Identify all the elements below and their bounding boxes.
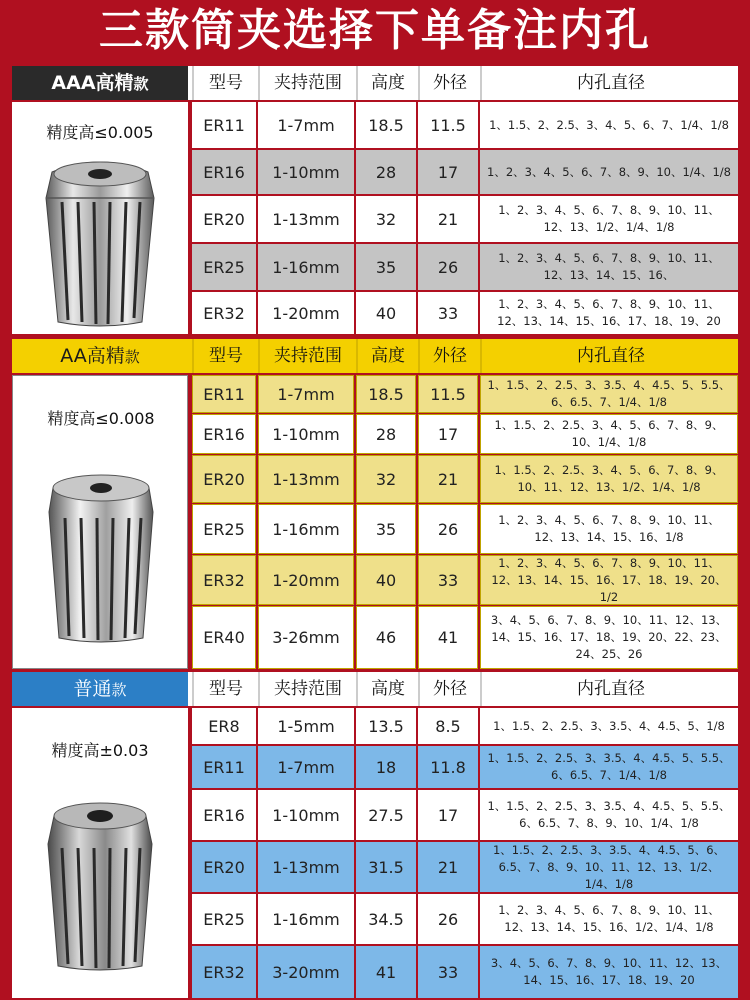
cell-holes: 1、1.5、2、2.5、3、3.5、4、4.5、5、5.5、6、6.5、7、1/4、1/8 [480, 746, 738, 788]
col-model: 型号 [192, 672, 258, 706]
table-header [12, 339, 738, 373]
cell-holes: 1、1.5、2、2.5、3、4、5、6、7、8、9、10、1/4、1/8 [480, 414, 738, 454]
cell-height: 41 [356, 946, 416, 998]
table-row [192, 150, 738, 194]
table-row [192, 102, 738, 148]
cell-holes: 1、1.5、2、2.5、3、4、5、6、7、1/4、1/8 [480, 102, 738, 148]
cell-od: 21 [418, 842, 478, 892]
table-row [192, 746, 738, 788]
cell-holes: 3、4、5、6、7、8、9、10、11、12、13、14、15、16、17、18、19、20 [480, 946, 738, 998]
cell-holes: 1、1.5、2、2.5、3、3.5、4、4.5、5、1/8 [480, 708, 738, 744]
table-row [192, 606, 738, 669]
cell-od: 26 [418, 504, 478, 554]
cell-holes: 1、2、3、4、5、6、7、8、9、10、11、12、13、14、15、16、1/8 [480, 504, 738, 554]
cell-range: 3-20mm [258, 946, 354, 998]
cell-holes: 1、1.5、2、2.5、3、3.5、4、4.5、5、5.5、6、6.5、7、8、9、10、1/4、1/8 [480, 790, 738, 840]
cell-range: 1-10mm [258, 414, 354, 454]
cell-od: 33 [418, 555, 478, 605]
col-model: 型号 [192, 66, 258, 100]
cell-model: ER20 [192, 455, 256, 503]
cell-holes: 1、2、3、4、5、6、7、8、9、10、11、12、13、14、15、16、1/2、1/4、1/8 [480, 894, 738, 944]
table-row [192, 292, 738, 334]
cell-height: 18 [356, 746, 416, 788]
product-panel [12, 375, 188, 669]
cell-height: 35 [356, 244, 416, 290]
cell-od: 11.8 [418, 746, 478, 788]
product-panel [12, 708, 188, 998]
cell-range: 1-20mm [258, 292, 354, 334]
cell-height: 32 [356, 196, 416, 242]
cell-model: ER32 [192, 946, 256, 998]
cell-range: 1-13mm [258, 455, 354, 503]
table-row [192, 196, 738, 242]
cell-height: 18.5 [356, 375, 416, 413]
col-od: 外径 [418, 672, 480, 706]
table-row [192, 414, 738, 454]
col-model: 型号 [192, 339, 258, 373]
cell-holes: 1、1.5、2、2.5、3、3.5、4、4.5、5、6、6.5、7、8、9、10、11、12、13、1/2、1/4、1/8 [480, 842, 738, 892]
cell-height: 31.5 [356, 842, 416, 892]
section-aaa [12, 66, 738, 334]
cell-height: 18.5 [356, 102, 416, 148]
cell-od: 21 [418, 455, 478, 503]
col-height: 高度 [356, 339, 418, 373]
cell-height: 27.5 [356, 790, 416, 840]
table-row [192, 375, 738, 413]
cell-range: 3-26mm [258, 606, 354, 669]
section-aa [12, 339, 738, 669]
cell-od: 8.5 [418, 708, 478, 744]
cell-od: 11.5 [418, 375, 478, 413]
cell-od: 26 [418, 244, 478, 290]
cell-range: 1-16mm [258, 244, 354, 290]
cell-holes: 1、2、3、4、5、6、7、8、9、10、11、12、13、14、15、16、17、18、19、20 [480, 292, 738, 334]
cell-holes: 3、4、5、6、7、8、9、10、11、12、13、14、15、16、17、18、19、20、22、23、24、25、26 [480, 606, 738, 669]
table-row [192, 555, 738, 605]
cell-model: ER40 [192, 606, 256, 669]
cell-model: ER20 [192, 842, 256, 892]
cell-od: 41 [418, 606, 478, 669]
cell-range: 1-10mm [258, 150, 354, 194]
cell-model: ER25 [192, 504, 256, 554]
col-od: 外径 [418, 66, 480, 100]
section-name: AA高精款 [12, 339, 188, 373]
cell-od: 17 [418, 790, 478, 840]
cell-height: 46 [356, 606, 416, 669]
cell-range: 1-7mm [258, 375, 354, 413]
page-title: 三款筒夹选择下单备注内孔 [99, 5, 651, 56]
cell-range: 1-16mm [258, 504, 354, 554]
cell-model: ER32 [192, 555, 256, 605]
cell-model: ER11 [192, 746, 256, 788]
cell-height: 40 [356, 555, 416, 605]
cell-od: 17 [418, 150, 478, 194]
table-row [192, 244, 738, 290]
precision-label: 精度高±0.03 [51, 741, 149, 760]
cell-holes: 1、2、3、4、5、6、7、8、9、10、1/4、1/8 [480, 150, 738, 194]
collet-image [38, 794, 162, 974]
cell-range: 1-16mm [258, 894, 354, 944]
table-row [192, 842, 738, 892]
table-row [192, 708, 738, 744]
col-od: 外径 [418, 339, 480, 373]
collet-image [39, 466, 163, 646]
cell-height: 40 [356, 292, 416, 334]
cell-model: ER16 [192, 790, 256, 840]
cell-height: 28 [356, 150, 416, 194]
cell-holes: 1、1.5、2、2.5、3、4、5、6、7、8、9、10、11、12、13、1/2、1/4、1/8 [480, 455, 738, 503]
table-row [192, 946, 738, 998]
cell-range: 1-20mm [258, 555, 354, 605]
cell-model: ER20 [192, 196, 256, 242]
precision-label: 精度高≤0.005 [46, 123, 154, 142]
cell-model: ER16 [192, 414, 256, 454]
cell-model: ER32 [192, 292, 256, 334]
section-name: 普通款 [12, 672, 188, 706]
cell-od: 11.5 [418, 102, 478, 148]
cell-range: 1-5mm [258, 708, 354, 744]
col-holes: 内孔直径 [480, 339, 740, 373]
collet-image [38, 152, 162, 328]
col-range: 夹持范围 [258, 339, 356, 373]
cell-od: 17 [418, 414, 478, 454]
cell-range: 1-7mm [258, 102, 354, 148]
cell-height: 28 [356, 414, 416, 454]
table-row [192, 894, 738, 944]
cell-holes: 1、2、3、4、5、6、7、8、9、10、11、12、13、14、15、16、17、18、19、20、1/2 [480, 555, 738, 605]
cell-od: 26 [418, 894, 478, 944]
section-normal [12, 672, 738, 998]
cell-height: 34.5 [356, 894, 416, 944]
cell-range: 1-13mm [258, 842, 354, 892]
cell-height: 35 [356, 504, 416, 554]
col-height: 高度 [356, 672, 418, 706]
cell-model: ER25 [192, 244, 256, 290]
cell-od: 33 [418, 946, 478, 998]
cell-range: 1-7mm [258, 746, 354, 788]
cell-height: 13.5 [356, 708, 416, 744]
col-range: 夹持范围 [258, 66, 356, 100]
cell-range: 1-13mm [258, 196, 354, 242]
cell-od: 33 [418, 292, 478, 334]
cell-holes: 1、1.5、2、2.5、3、3.5、4、4.5、5、5.5、6、6.5、7、1/4、1/8 [480, 375, 738, 413]
cell-model: ER25 [192, 894, 256, 944]
cell-range: 1-10mm [258, 790, 354, 840]
table-row [192, 790, 738, 840]
cell-od: 21 [418, 196, 478, 242]
product-panel [12, 102, 188, 334]
cell-model: ER11 [192, 102, 256, 148]
table-row [192, 504, 738, 554]
col-holes: 内孔直径 [480, 66, 740, 100]
table-header [12, 672, 738, 706]
cell-holes: 1、2、3、4、5、6、7、8、9、10、11、12、13、14、15、16、 [480, 244, 738, 290]
col-range: 夹持范围 [258, 672, 356, 706]
table-header [12, 66, 738, 100]
precision-label: 精度高≤0.008 [47, 409, 155, 428]
cell-model: ER11 [192, 375, 256, 413]
cell-height: 32 [356, 455, 416, 503]
col-height: 高度 [356, 66, 418, 100]
section-name: AAA高精款 [12, 66, 188, 100]
table-row [192, 455, 738, 503]
cell-model: ER16 [192, 150, 256, 194]
cell-holes: 1、2、3、4、5、6、7、8、9、10、11、12、13、1/2、1/4、1/8 [480, 196, 738, 242]
col-holes: 内孔直径 [480, 672, 740, 706]
cell-model: ER8 [192, 708, 256, 744]
